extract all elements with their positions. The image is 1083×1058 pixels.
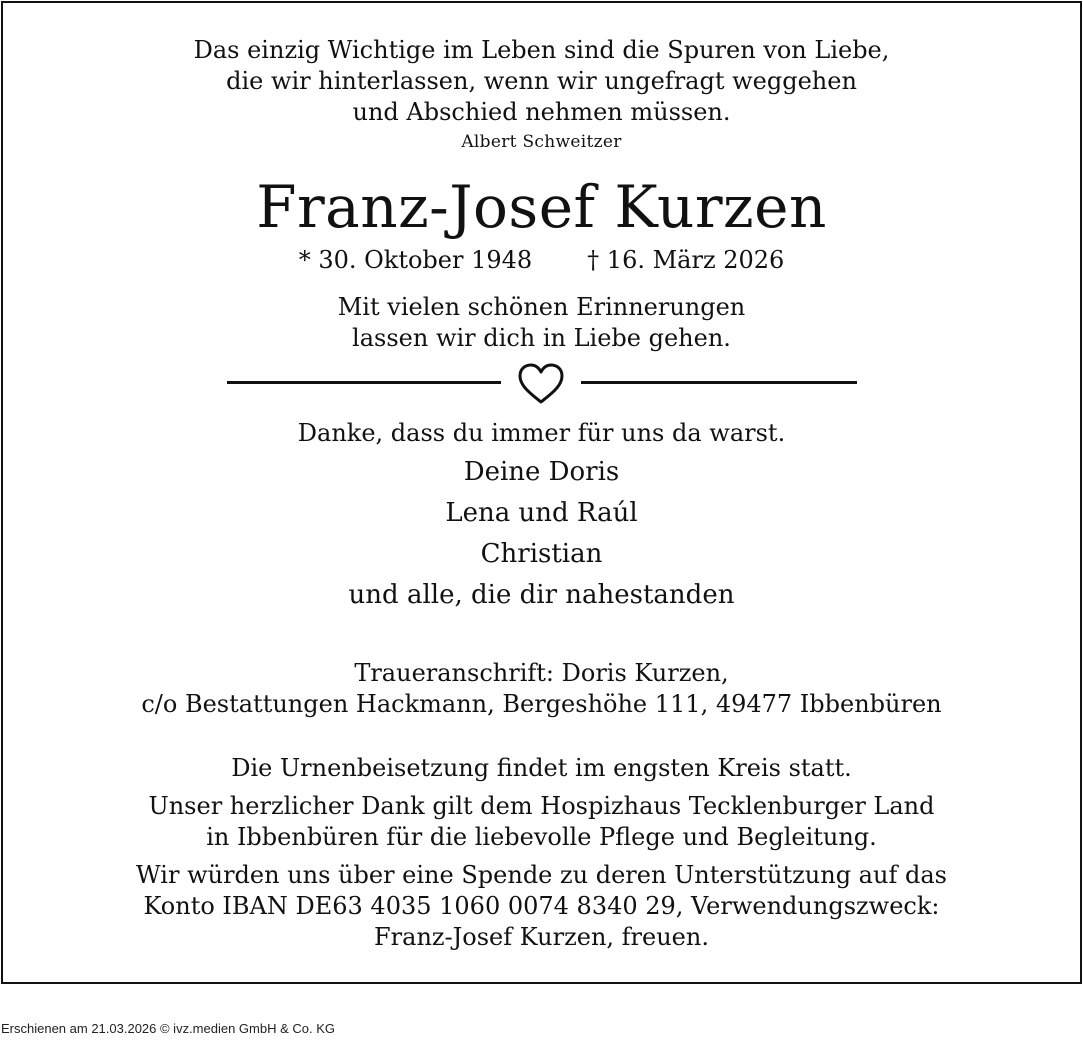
address-line: Traueranschrift: Doris Kurzen, <box>354 659 729 687</box>
heart-icon <box>517 362 565 406</box>
mourner-name: Lena und Raúl <box>445 498 638 528</box>
life-dates <box>0 248 1083 272</box>
deceased-name: Franz-Josef Kurzen <box>256 173 827 241</box>
quote-line: die wir hinterlassen, wenn wir ungefragt weggehen <box>226 67 857 95</box>
farewell-line: Mit vielen schönen Erinnerungen <box>337 293 746 321</box>
thanks-line: Danke, dass du immer für uns da warst. <box>297 419 786 447</box>
quote-line: Das einzig Wichtige im Leben sind die Spuren von Liebe, <box>193 36 890 64</box>
donation-note-line: Konto IBAN DE63 4035 1060 0074 8340 29, Verwendungszweck: <box>143 892 940 920</box>
thanks-note-line: Unser herzlicher Dank gilt dem Hospizhaus Tecklenburger Land <box>148 792 935 820</box>
thanks-note-line: in Ibbenbüren für die liebevolle Pflege und Begleitung. <box>206 823 877 851</box>
farewell-line: lassen wir dich in Liebe gehen. <box>352 324 731 352</box>
divider-line-right <box>581 381 857 384</box>
death-date: † 16. März 2026 <box>587 246 785 274</box>
donation-note-line: Wir würden uns über eine Spende zu deren Unterstützung auf das <box>136 861 947 889</box>
burial-note: Die Urnenbeisetzung findet im engsten Kreis statt. <box>231 754 852 782</box>
quote-line: und Abschied nehmen müssen. <box>352 98 731 126</box>
birth-date: * 30. Oktober 1948 <box>298 246 533 274</box>
donation-note-line: Franz-Josef Kurzen, freuen. <box>374 923 709 951</box>
divider-line-left <box>227 381 501 384</box>
quote-author: Albert Schweitzer <box>461 132 622 152</box>
mourner-name: Christian <box>480 539 603 569</box>
publication-footer: Erschienen am 21.03.2026 © ivz.medien GmbH & Co. KG <box>1 1021 336 1036</box>
address-line: c/o Bestattungen Hackmann, Bergeshöhe 111, 49477 Ibbenbüren <box>141 690 942 718</box>
mourner-name: und alle, die dir nahestanden <box>348 580 735 610</box>
mourner-name: Deine Doris <box>463 457 620 487</box>
